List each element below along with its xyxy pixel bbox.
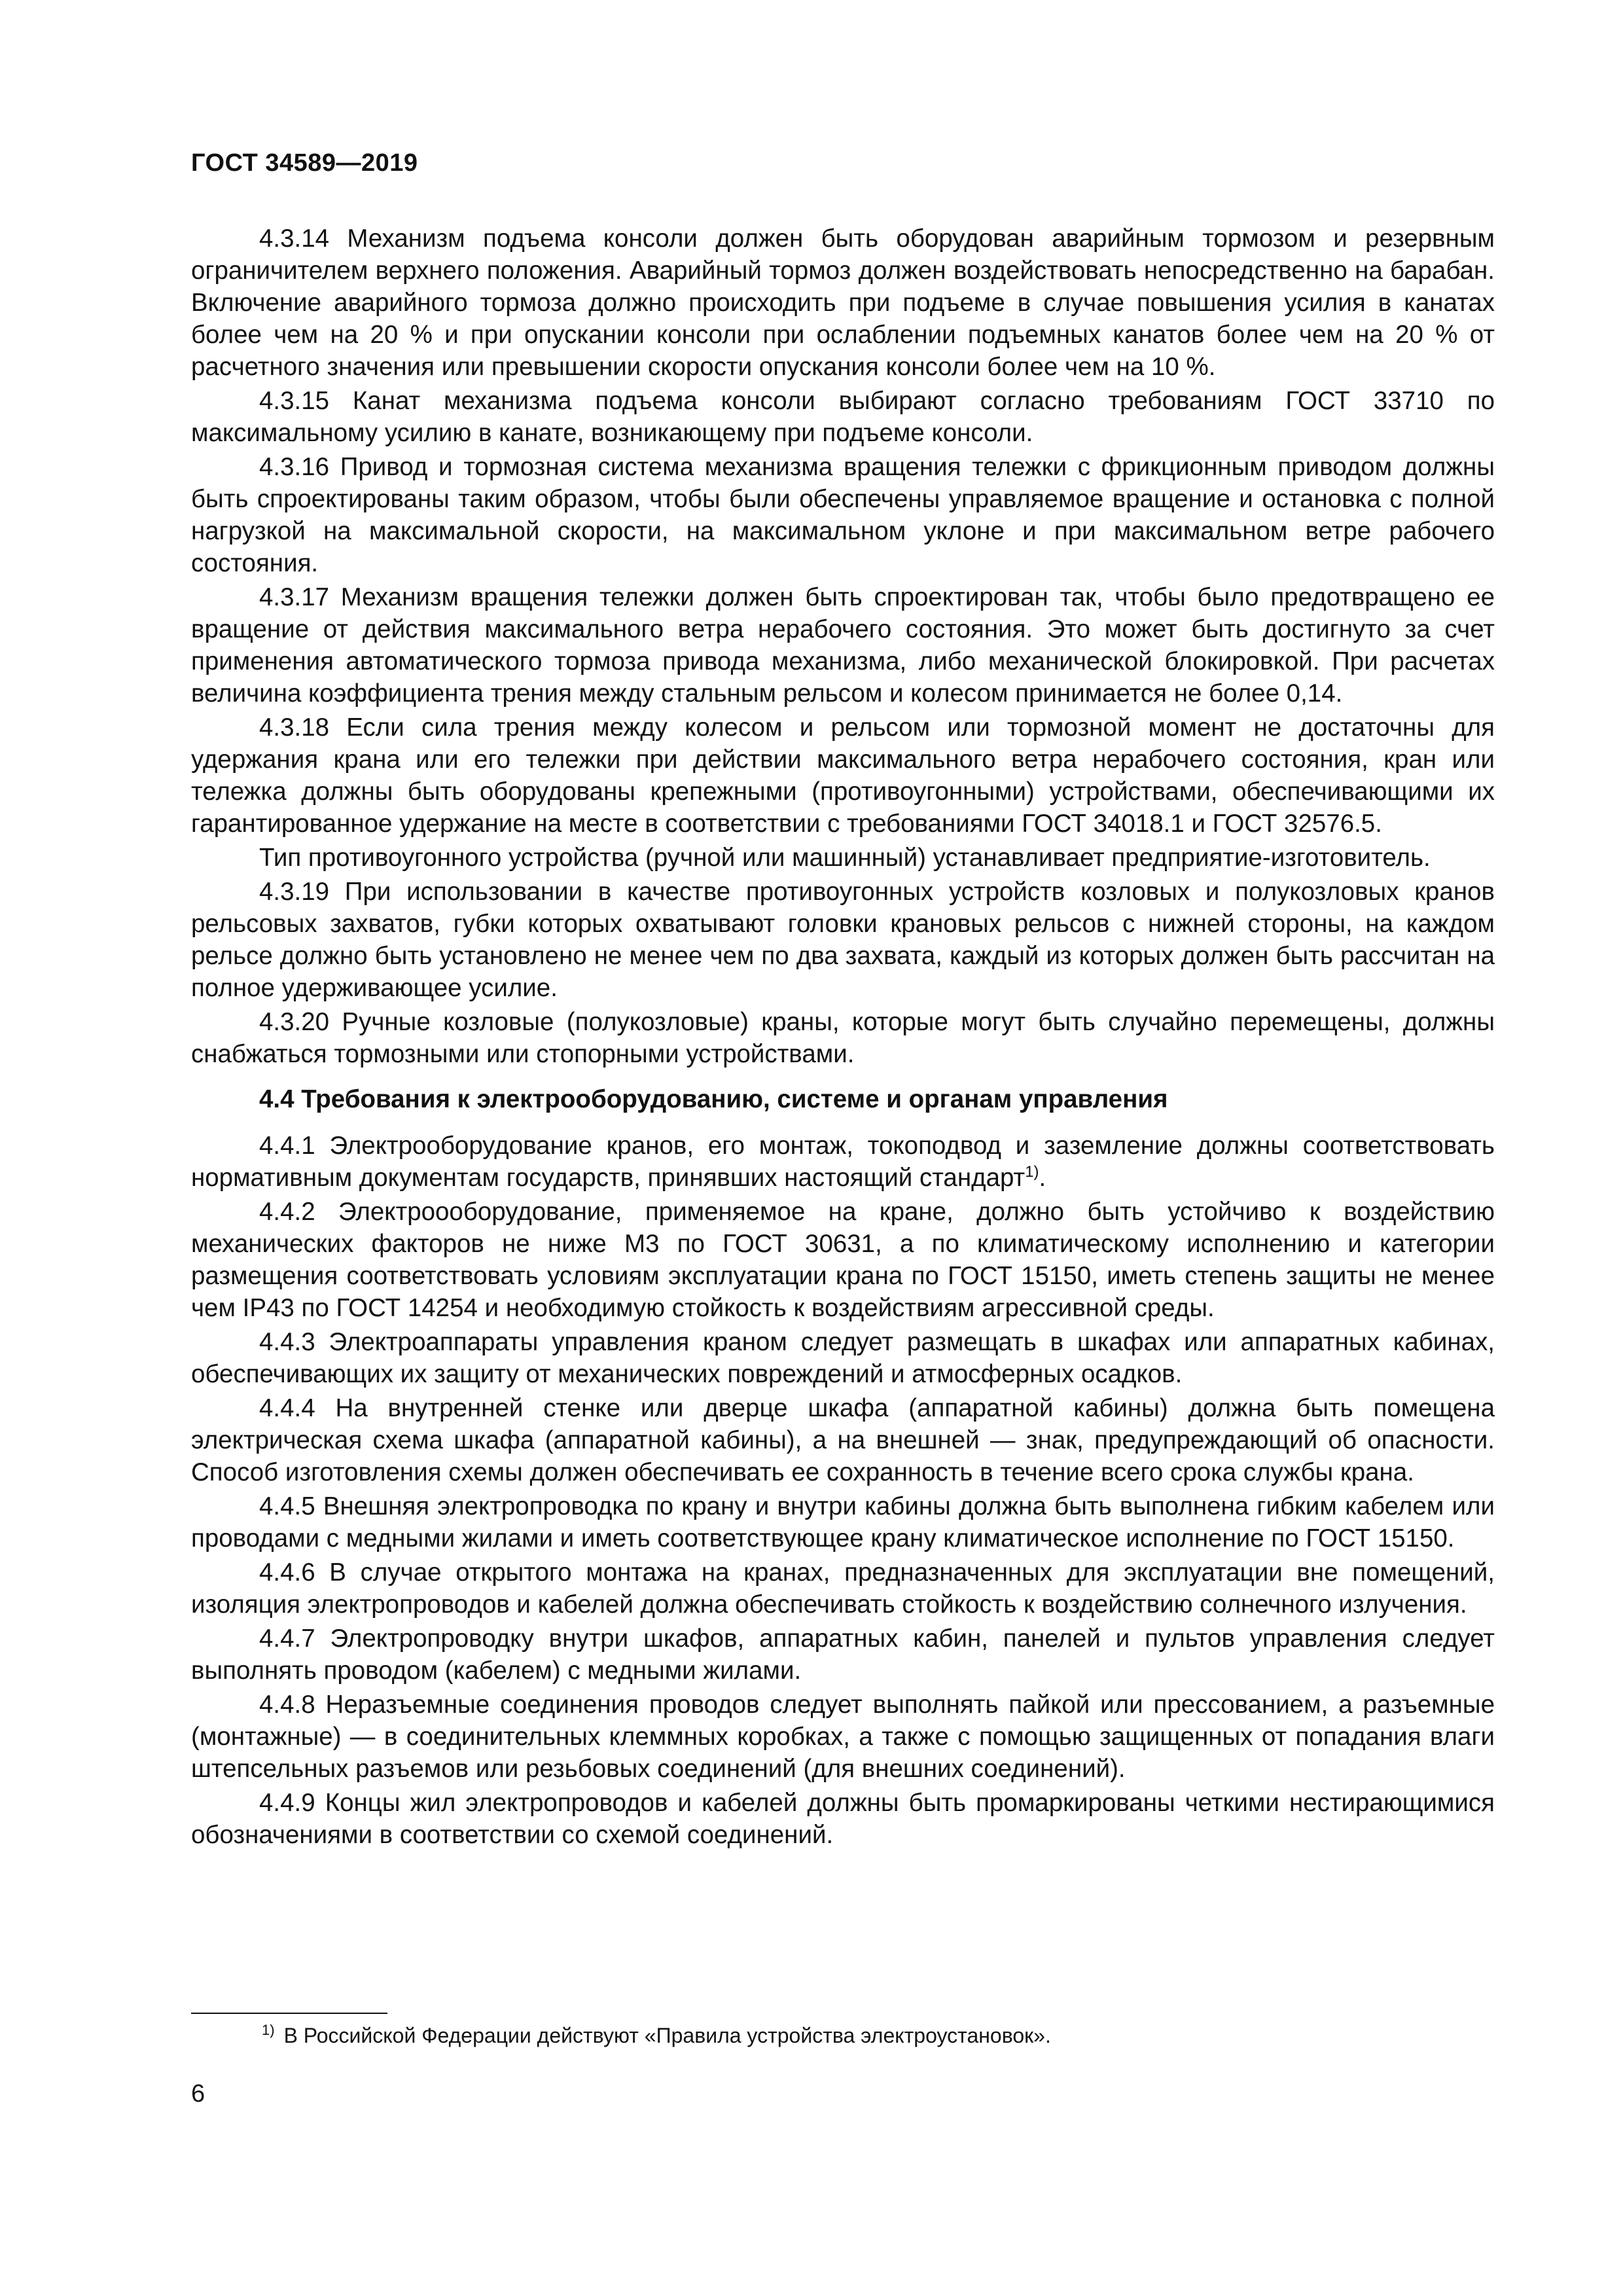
paragraph-4-4-1 bbox=[191, 1130, 1495, 1194]
paragraph-4-4-2: 4.4.2 Электроооборудование, применяемое на кране, должно быть устойчиво к воздействию механических факторов не ниже М3 по ГОСТ 30631, а по климатическому исполнению и категории размещения соответствовать условиям эксплуатации крана по ГОСТ 15150, иметь степень защиты не менее чем IP43 по ГОСТ 14254 и необходимую стойкость к воздействиям агрессивной среды. bbox=[191, 1198, 1495, 1322]
paragraph-4-4-1-text: 4.4.1 Электрооборудование кранов, его монтаж, токоподвод и заземление должны соответствовать нормативным документам государств, принявших настоящий стандарт bbox=[191, 1132, 1495, 1192]
paragraph-4-4-8: 4.4.8 Неразъемные соединения проводов следует выполнять пайкой или прессованием, а разъемные (монтажные) — в соединительных клеммных коробках, а также с помощью защищенных от попадания влаги штепсельных разъемов или резьбовых соединений (для внешних соединений). bbox=[191, 1691, 1495, 1783]
paragraph-4-4-9: 4.4.9 Концы жил электропроводов и кабелей должны быть промаркированы четкими нестирающимися обозначениями в соответствии со схемой соединений. bbox=[191, 1789, 1495, 1849]
footnote-divider bbox=[191, 2013, 387, 2014]
footnote-marker: 1) bbox=[262, 2022, 275, 2038]
paragraph-4-3-14: 4.3.14 Механизм подъема консоли должен быть оборудован аварийным тормозом и резервным ограничителем верхнего положения. Аварийный тормоз должен воздействовать непосредственно на барабан. Включение аварийного тормоза должно происходить при подъеме в случае повышения усилия в канатах более чем на 20 % и при опускании консоли при ослаблении подъемных канатов более чем на 20 % от расчетного значения или превышении скорости опускания консоли более чем на 10 %. bbox=[191, 224, 1495, 381]
page-number: 6 bbox=[191, 2080, 205, 2108]
paragraph-4-3-15: 4.3.15 Канат механизма подъема консоли выбирают согласно требованиям ГОСТ 33710 по максимальному усилию в канате, возникающему при подъеме консоли. bbox=[191, 387, 1495, 447]
paragraph-4-4-3: 4.4.3 Электроаппараты управления краном следует размещать в шкафах или аппаратных кабинах, обеспечивающих их защиту от механических повреждений и атмосферных осадков. bbox=[191, 1328, 1495, 1388]
paragraph-4-4-4: 4.4.4 На внутренней стенке или дверце шкафа (аппаратной кабины) должна быть помещена электрическая схема шкафа (аппаратной кабины), а на внешней — знак, предупреждающий об опасности. Способ изготовления схемы должен обеспечивать ее сохранность в течение всего срока службы крана. bbox=[191, 1394, 1495, 1486]
section-title-4-4: 4.4 Требования к электрооборудованию, системе и органам управления bbox=[259, 1085, 1168, 1113]
paragraph-4-3-19: 4.3.19 При использовании в качестве противоугонных устройств козловых и полукозловых кранов рельсовых захватов, губки которых охватывают головки крановых рельсов с нижней стороны, на каждом рельсе должно быть установлено не менее чем по два захвата, каждый из которых должен быть рассчитан на полное удерживающее усилие. bbox=[191, 878, 1495, 1002]
document-body bbox=[191, 223, 1495, 1851]
paragraph-4-4-5: 4.4.5 Внешняя электропроводка по крану и внутри кабины должна быть выполнена гибким кабелем или проводами с медными жилами и иметь соответствующее крану климатическое исполнение по ГОСТ 15150. bbox=[191, 1492, 1495, 1552]
footnote bbox=[262, 2022, 1051, 2049]
document-header: ГОСТ 34589—2019 bbox=[191, 149, 418, 177]
paragraph-4-3-20: 4.3.20 Ручные козловые (полукозловые) краны, которые могут быть случайно перемещены, должны снабжаться тормозными или стопорными устройствами. bbox=[191, 1008, 1495, 1068]
paragraph-4-3-16: 4.3.16 Привод и тормозная система механизма вращения тележки с фрикционным приводом должны быть спроектированы таким образом, чтобы были обеспечены управляемое вращение и остановка с полной нагрузкой на максимальной скорости, на максимальном уклоне и при максимальном ветре рабочего состояния. bbox=[191, 453, 1495, 577]
paragraph-4-4-1-tail: . bbox=[1039, 1164, 1046, 1192]
paragraph-4-3-17: 4.3.17 Механизм вращения тележки должен быть спроектирован так, чтобы было предотвращено ее вращение от действия максимального ветра нерабочего состояния. Это может быть достигнуто за счет применения автоматического тормоза привода механизма, либо механической блокировкой. При расчетах величина коэффициента трения между стальным рельсом и колесом принимается не более 0,14. bbox=[191, 583, 1495, 708]
footnote-reference[interactable]: 1) bbox=[1025, 1163, 1039, 1181]
paragraph-4-4-6: 4.4.6 В случае открытого монтажа на кранах, предназначенных для эксплуатации вне помещений, изоляция электропроводов и кабелей должна обеспечивать стойкость к воздействию солнечного излучения. bbox=[191, 1558, 1495, 1619]
footnote-text: В Российской Федерации действуют «Правила устройства электроустановок». bbox=[283, 2024, 1051, 2047]
paragraph-4-4-7: 4.4.7 Электропроводку внутри шкафов, аппаратных кабин, панелей и пультов управления следует выполнять проводом (кабелем) с медными жилами. bbox=[191, 1624, 1495, 1685]
paragraph-4-3-18: 4.3.18 Если сила трения между колесом и рельсом или тормозной момент не достаточны для удержания крана или его тележки при действии максимального ветра нерабочего состояния, кран или тележка должны быть оборудованы крепежными (противоугонными) устройствами, обеспечивающими их гарантированное удержание на месте в соответствии с требованиями ГОСТ 34018.1 и ГОСТ 32576.5. bbox=[191, 713, 1495, 838]
paragraph-anti-theft-type: Тип противоугонного устройства (ручной или машинный) устанавливает предприятие-изготовитель. bbox=[259, 844, 1431, 872]
